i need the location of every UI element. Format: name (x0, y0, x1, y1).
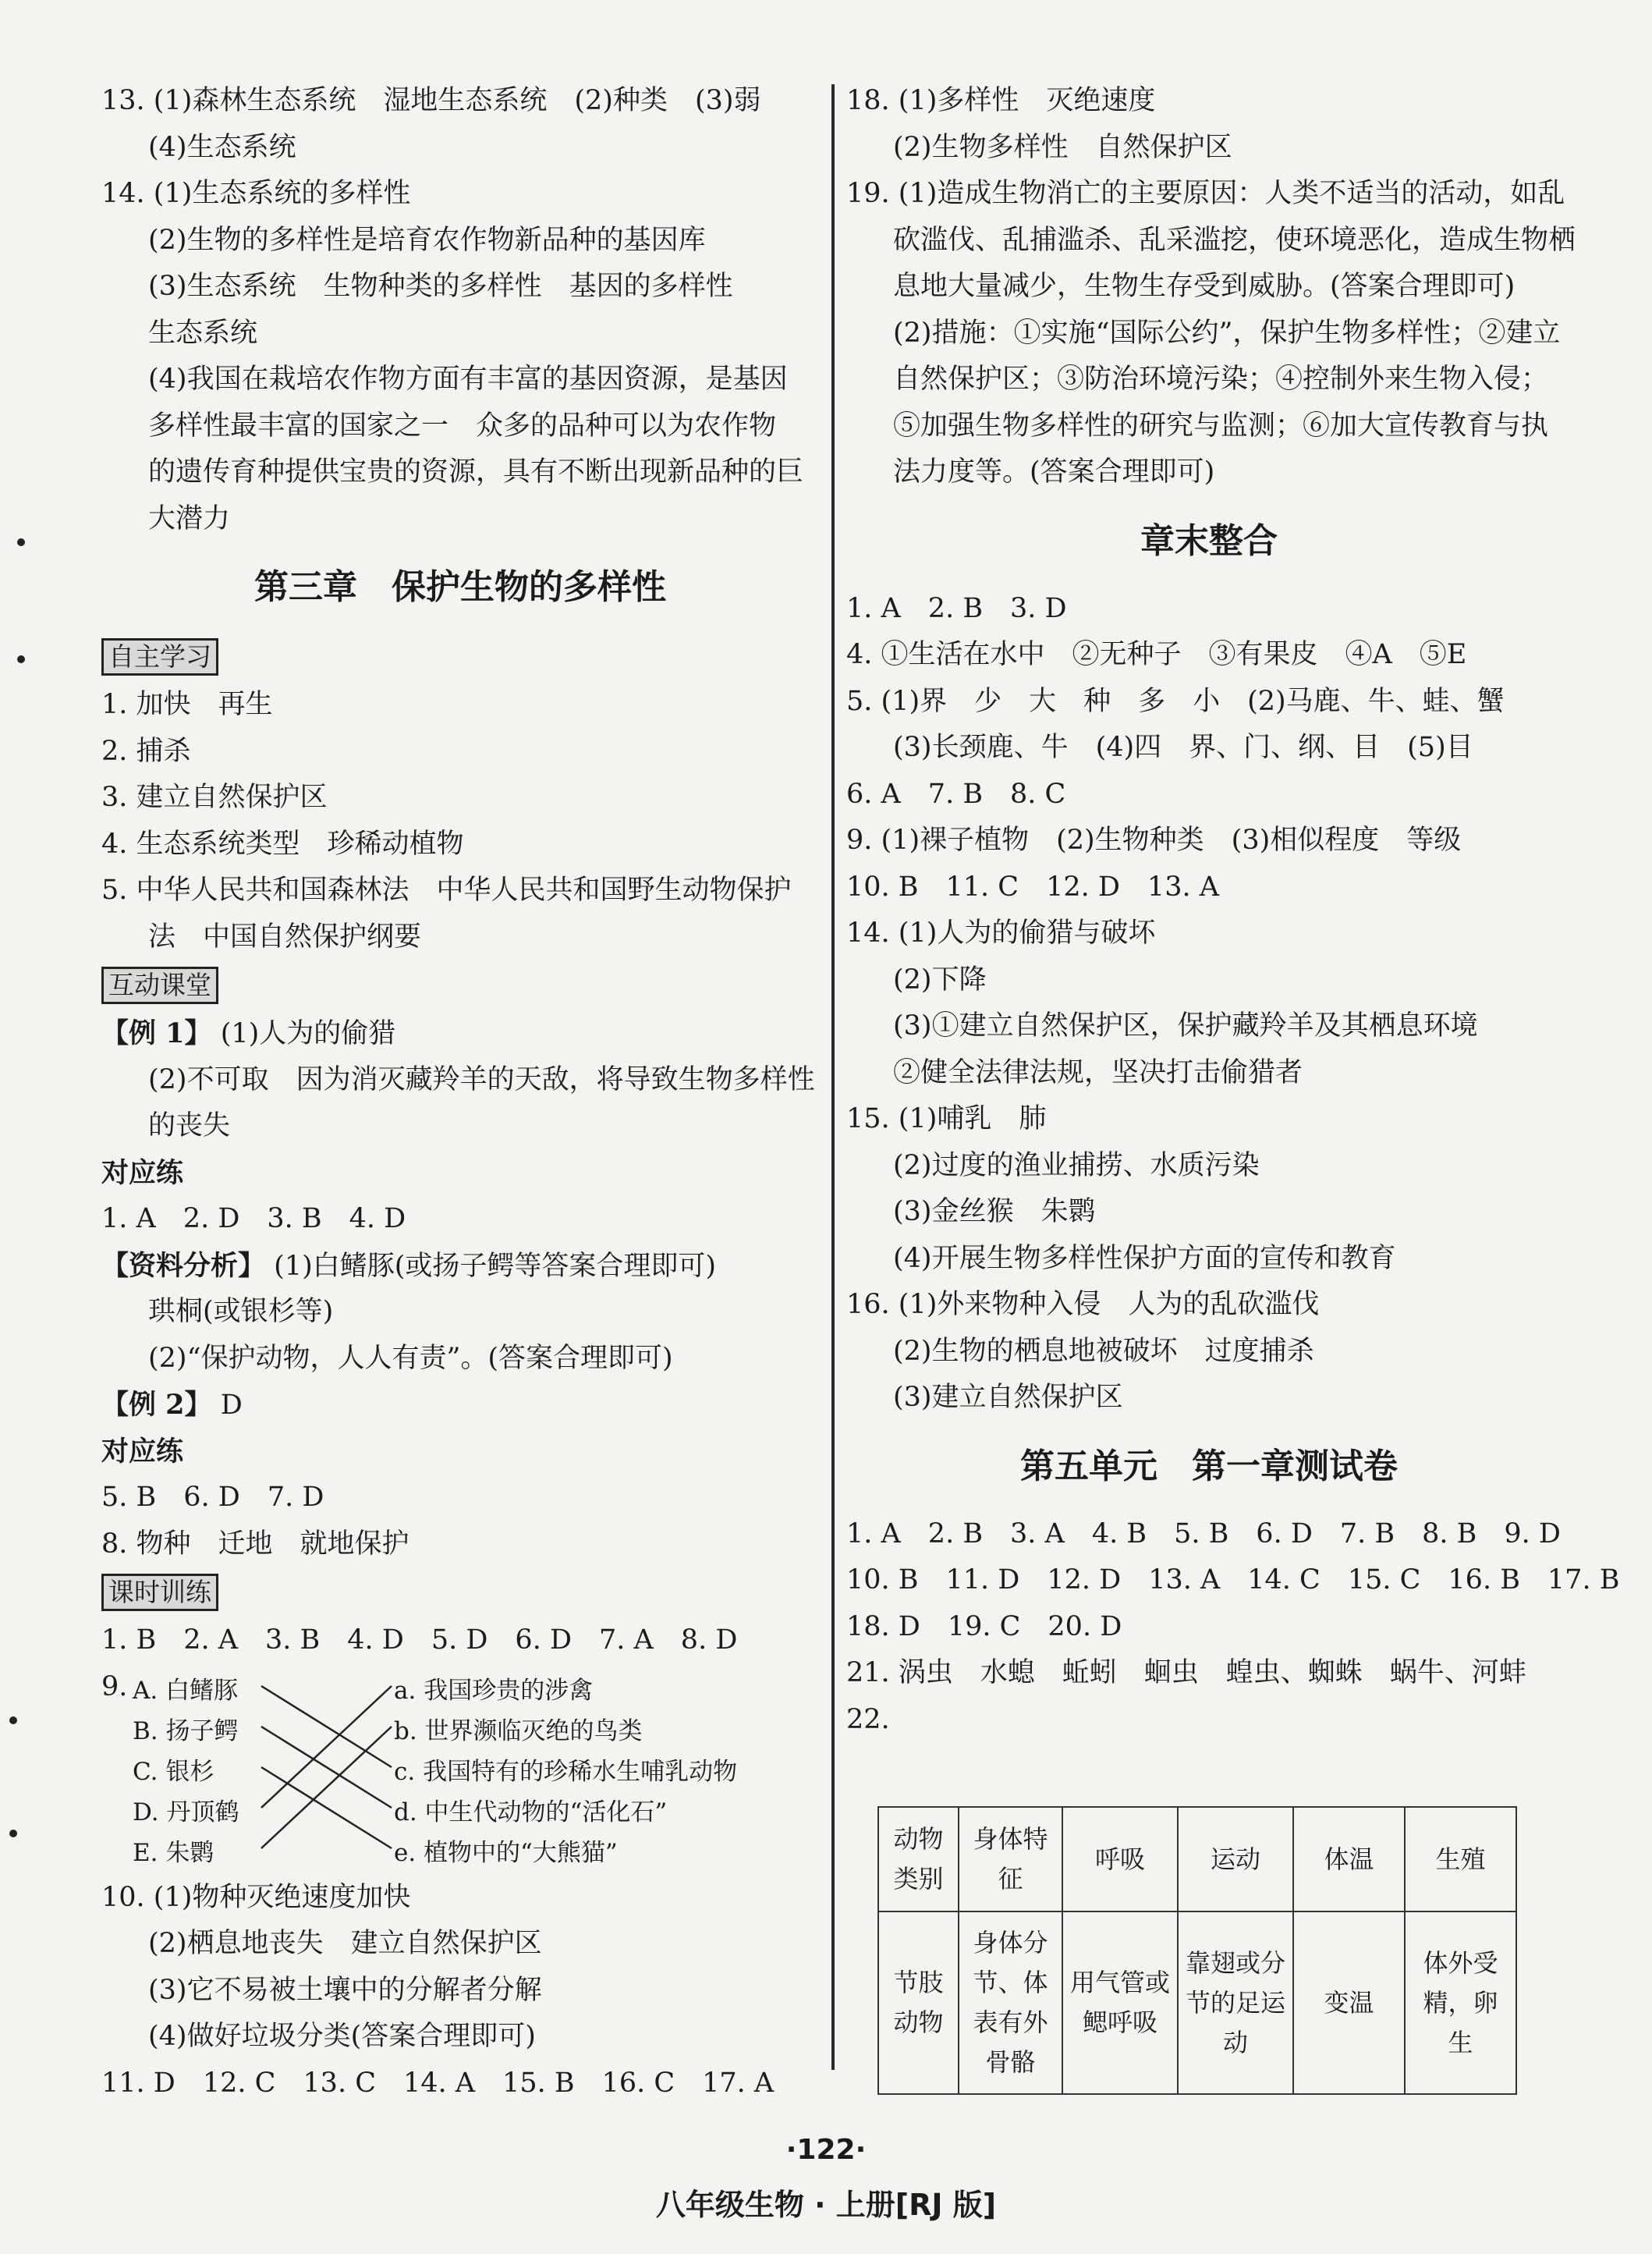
answer-line: ②健全法律法规，坚决打击偷猎者 (893, 1056, 1303, 1088)
answer-line: (2)“保护动物，人人有责”。(答案合理即可) (148, 1342, 673, 1374)
match-left-item: A. 白鳍豚 (133, 1676, 239, 1705)
answer-line: 5. 中华人民共和国森林法 中华人民共和国野生动物保护 (101, 875, 792, 906)
answer-line: (3)它不易被土壤中的分解者分解 (148, 1974, 542, 2006)
match-right-item: d. 中生代动物的“活化石” (394, 1798, 668, 1826)
right-column (846, 78, 1620, 1743)
table-header-cell: 运动 (1178, 1807, 1293, 1911)
table-header-cell: 体温 (1293, 1807, 1405, 1911)
section-label-hudong: 互动课堂 (101, 967, 218, 1004)
scan-mark (17, 655, 25, 663)
table-cell: 身体分节、体表有外骨骼 (959, 1911, 1062, 2094)
match-left-item: E. 朱鹮 (133, 1838, 214, 1867)
column-divider (831, 84, 835, 2070)
answer-line: (2)过度的渔业捕捞、水质污染 (893, 1149, 1260, 1181)
book-title: 八年级生物 · 上册[RJ 版] (655, 2188, 997, 2222)
answer-line: 的丧失 (148, 1110, 231, 1141)
match-line (261, 1686, 392, 1767)
table-cell: 节肢动物 (878, 1911, 959, 2094)
match-line (261, 1727, 392, 1848)
answer-line: ⑤加强生物多样性的研究与监测；⑥加大宣传教育与执 (893, 410, 1549, 442)
answer-line: 法 中国自然保护纲要 (148, 921, 422, 953)
answer-line: 14. (1)生态系统的多样性 (101, 178, 411, 209)
answer-line: 大潜力 (148, 502, 231, 534)
answer-line: 3. 建立自然保护区 (101, 782, 328, 813)
answer-line: 19. (1)造成生物消亡的主要原因：人类不适当的活动，如乱 (846, 178, 1565, 209)
scan-mark (17, 538, 25, 546)
match-line (261, 1727, 392, 1808)
table-cell: 靠翅或分节的足运动 (1178, 1911, 1293, 2094)
answer-line: 2. 捕杀 (101, 735, 191, 767)
answer-line: (3)金丝猴 朱鹮 (893, 1196, 1096, 1227)
example-label: 【例 2】 (101, 1389, 212, 1421)
answer-line: (3)生态系统 生物种类的多样性 基因的多样性 (148, 271, 733, 302)
left-column (101, 78, 819, 2107)
scan-mark (9, 1830, 17, 1837)
answer-text: (1)白鳍豚(或扬子鳄等答案合理即可) (274, 1250, 717, 1282)
answer-line: 16. (1)外来物种入侵 人为的乱砍滥伐 (846, 1289, 1320, 1320)
answer-line: 1. A 2. D 3. B 4. D (101, 1203, 406, 1234)
match-right-item: b. 世界濒临灭绝的鸟类 (394, 1716, 643, 1745)
answer-table (877, 1806, 1517, 2095)
answer-line: 11. D 12. C 13. C 14. A 15. B 16. C 17. A (101, 2067, 775, 2099)
answer-line: (2)不可取 因为消灭藏羚羊的天敌，将导致生物多样性 (148, 1063, 815, 1095)
answer-line: 8. 物种 迁地 就地保护 (101, 1528, 409, 1560)
answer-line: 22. (846, 1703, 890, 1735)
answer-line: 10. (1)物种灭绝速度加快 (101, 1881, 411, 1913)
match-left-item: D. 丹顶鹤 (133, 1798, 239, 1826)
example-1 (101, 1010, 819, 1057)
table-header-cell: 生殖 (1405, 1807, 1516, 1911)
match-right-item: e. 植物中的“大熊猫” (394, 1838, 618, 1867)
answer-line: 生态系统 (148, 317, 258, 349)
answer-line: 4. ①生活在水中 ②无种子 ③有果皮 ④A ⑤E (846, 639, 1467, 670)
answer-line: 法力度等。(答案合理即可) (893, 456, 1215, 488)
section-title-zhangmo: 章末整合 (1140, 520, 1278, 561)
answer-line: 10. B 11. C 12. D 13. A (846, 871, 1219, 903)
match-right-item: a. 我国珍贵的涉禽 (394, 1676, 594, 1705)
answer-line: 6. A 7. B 8. C (846, 778, 1066, 810)
table-cell: 用气管或鳃呼吸 (1062, 1911, 1178, 2094)
answer-line: 多样性最丰富的国家之一 众多的品种可以为农作物 (148, 410, 777, 442)
match-right-item: c. 我国特有的珍稀水生哺乳动物 (394, 1757, 738, 1786)
answer-line: (4)生态系统 (148, 131, 296, 163)
table-header-row (878, 1807, 1516, 1911)
answer-line: (4)做好垃圾分类(答案合理即可) (148, 2021, 536, 2052)
practice-label: 对应练 (101, 1435, 184, 1468)
table-header-cell: 呼吸 (1062, 1807, 1178, 1911)
chapter-title: 第三章 保护生物的多样性 (254, 567, 666, 607)
answer-line: 9. (1)裸子植物 (2)生物种类 (3)相似程度 等级 (846, 825, 1462, 856)
match-line (261, 1767, 392, 1848)
answer-line: 10. B 11. D 12. D 13. A 14. C 15. C 16. B 17. B (846, 1564, 1620, 1596)
answer-line: 珙桐(或银杉等) (148, 1296, 334, 1327)
scan-mark (9, 1716, 17, 1724)
answer-line: 18. (1)多样性 灭绝速度 (846, 85, 1156, 116)
answer-line: 1. A 2. B 3. D (846, 592, 1067, 624)
table-cell: 体外受精，卵生 (1405, 1911, 1516, 2094)
answer-line: (3)建立自然保护区 (893, 1382, 1123, 1413)
answer-line: (2)生物多样性 自然保护区 (893, 131, 1232, 163)
section-label-zizhu: 自主学习 (101, 638, 218, 676)
answer-line: (2)下降 (893, 964, 987, 996)
answer-line: (2)生物的多样性是培育农作物新品种的基因库 (148, 224, 706, 256)
table-header-cell: 动物类别 (878, 1807, 959, 1911)
answer-line: 4. 生态系统类型 珍稀动植物 (101, 828, 464, 860)
answer-line: 1. A 2. B 3. A 4. B 5. B 6. D 7. B 8. B 9. D (846, 1517, 1561, 1549)
answer-line: 18. D 19. C 20. D (846, 1610, 1122, 1642)
example-label: 【例 1】 (101, 1017, 212, 1049)
answer-line: 14. (1)人为的偷猎与破坏 (846, 918, 1156, 949)
practice-label: 对应练 (101, 1156, 184, 1189)
table-header-cell: 身体特征 (959, 1807, 1062, 1911)
answer-line: 砍滥伐、乱捕滥杀、乱采滥挖，使环境恶化，造成生物栖 (893, 224, 1576, 256)
match-left-item: C. 银杉 (133, 1757, 214, 1786)
analysis-label: 【资料分析】 (101, 1249, 266, 1282)
answer-line: 的遗传育种提供宝贵的资源，具有不断出现新品种的巨 (148, 456, 804, 488)
table-row (878, 1911, 1516, 2094)
match-line (261, 1686, 392, 1808)
answer-line: 5. (1)界 少 大 种 多 小 (2)马鹿、牛、蛙、蟹 (846, 685, 1505, 717)
matching-diagram (101, 1664, 819, 1875)
answer-line: 5. B 6. D 7. D (101, 1482, 324, 1513)
data-analysis (101, 1243, 819, 1290)
answer-line: 15. (1)哺乳 肺 (846, 1103, 1047, 1134)
example-2 (101, 1382, 819, 1429)
answer-line: (2)生物的栖息地被破坏 过度捕杀 (893, 1335, 1314, 1367)
answer-line: (4)开展生物多样性保护方面的宣传和教育 (893, 1242, 1396, 1274)
section-title-test: 第五单元 第一章测试卷 (1020, 1446, 1398, 1486)
answer-line: 自然保护区；③防治环境污染；④控制外来生物入侵； (893, 364, 1549, 395)
answer-text: D (220, 1390, 243, 1421)
section-label-keshi: 课时训练 (101, 1574, 218, 1611)
question-number: 9. (101, 1670, 128, 1702)
answer-line: 13. (1)森林生态系统 湿地生态系统 (2)种类 (3)弱 (101, 85, 761, 116)
answer-line: (4)我国在栽培农作物方面有丰富的基因资源，是基因 (148, 364, 788, 395)
answer-line: (3)①建立自然保护区，保护藏羚羊及其栖息环境 (893, 1010, 1478, 1042)
table-cell: 变温 (1293, 1911, 1405, 2094)
answer-line: (2)措施：①实施“国际公约”，保护生物多样性；②建立 (893, 317, 1561, 349)
answer-line: 21. 涡虫 水螅 蚯蚓 蛔虫 蝗虫、蜘蛛 蜗牛、河蚌 (846, 1657, 1526, 1688)
answer-line: (2)栖息地丧失 建立自然保护区 (148, 1928, 542, 1959)
page-number: ·122· (785, 2134, 867, 2166)
answer-line: 1. 加快 再生 (101, 689, 273, 720)
answer-text: (1)人为的偷猎 (220, 1018, 396, 1049)
answer-line: (3)长颈鹿、牛 (4)四 界、门、纲、目 (5)目 (893, 732, 1473, 763)
answer-line: 1. B 2. A 3. B 4. D 5. D 6. D 7. A 8. D (101, 1624, 738, 1656)
answer-line: 息地大量减少，生物生存受到威胁。(答案合理即可) (893, 271, 1516, 302)
match-left-item: B. 扬子鳄 (133, 1716, 239, 1745)
